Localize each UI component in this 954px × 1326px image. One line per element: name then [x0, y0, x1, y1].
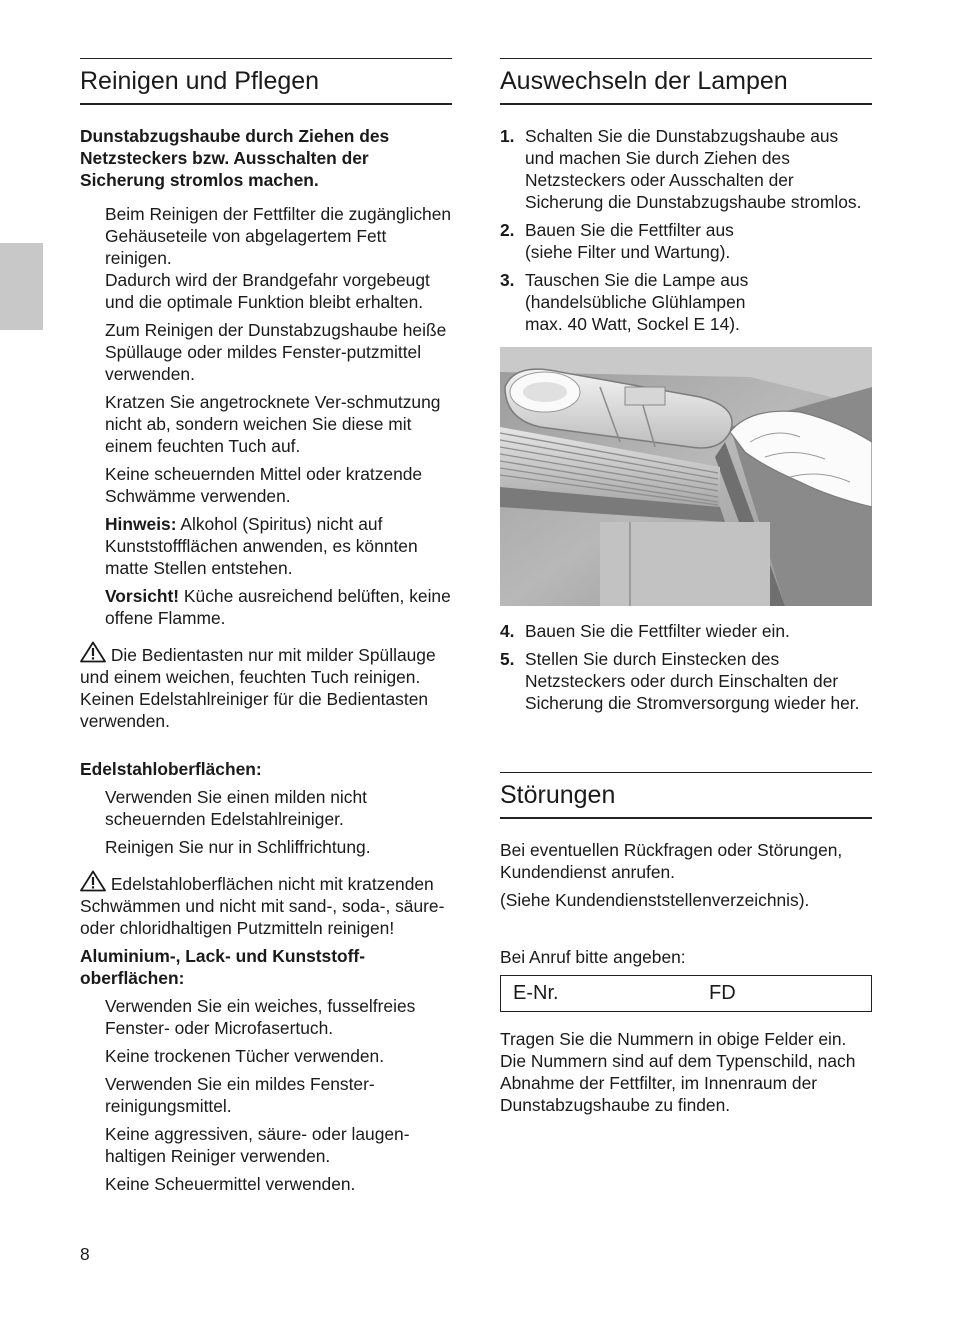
- left-column: [80, 58, 452, 1195]
- step-text: Bauen Sie die Fettfilter wieder ein.: [525, 621, 790, 641]
- right-column: [500, 58, 872, 1116]
- paragraph-typenschild: Tragen Sie die Nummern in obige Felder ein. Die Nummern sind auf dem Typenschild, nach Abnahme der Fettfilter, im Innenraum der Dunstabzugshaube zu finden.: [500, 1029, 856, 1115]
- section-tab-marker: [0, 243, 43, 330]
- warning-edelstahl-text: Edelstahloberflächen nicht mit kratzenden Schwämmen und nicht mit sand-, soda-, säure- oder chloridhaltigen Putzmitteln reinigen!: [80, 874, 445, 938]
- paragraph-trockene-tuecher: Keine trockenen Tücher verwenden.: [105, 1046, 385, 1066]
- heading-edelstahl: Edelstahloberflächen:: [80, 759, 262, 779]
- step-number: 4.: [500, 621, 515, 641]
- step-number: 5.: [500, 649, 515, 669]
- step-item: [500, 620, 872, 642]
- step-item: [500, 648, 872, 714]
- paragraph-schliffrichtung: Reinigen Sie nur in Schliffrichtung.: [105, 837, 371, 857]
- paragraph-edelstahl-reiniger: Verwenden Sie einen milden nicht scheuernden Edelstahlreiniger.: [105, 787, 367, 829]
- step-number: 1.: [500, 126, 515, 146]
- heading-aluminium: Aluminium-, Lack- und Kunststoff- oberflächen:: [80, 946, 365, 988]
- warning-bedientasten-text: Die Bedientasten nur mit milder Spüllauge und einem weichen, feuchten Tuch reinigen. Keinen Edelstahlreiniger für die Bedientasten verwenden.: [80, 645, 436, 731]
- paragraph-fettfilter: Beim Reinigen der Fettfilter die zugänglichen Gehäuseteile von abgelagertem Fett reinigen. Dadurch wird der Brandgefahr vorgebeugt und die optimale Funktion bleibt erhalten.: [105, 204, 452, 312]
- intro-bold: Dunstabzugshaube durch Ziehen des Netzsteckers bzw. Ausschalten der Sicherung stromlos machen.: [80, 126, 390, 190]
- step-text: Schalten Sie die Dunstabzugshaube aus und machen Sie durch Ziehen des Netzsteckers oder Ausschalten der Sicherung die Dunstabzugshaube stromlos.: [525, 126, 862, 212]
- paragraph-fensterreinigungsmittel: Verwenden Sie ein mildes Fenster-reinigungsmittel.: [105, 1074, 375, 1116]
- steps-before-list: [500, 125, 872, 335]
- enr-fd-box: [500, 975, 872, 1012]
- warning-triangle-icon: [80, 870, 106, 892]
- vorsicht-text: Küche ausreichend belüften, keine offene Flamme.: [105, 586, 451, 628]
- paragraph-scheuermittel: Keine Scheuermittel verwenden.: [105, 1174, 356, 1194]
- paragraph-scheuernd: Keine scheuernden Mittel oder kratzende Schwämme verwenden.: [105, 464, 423, 506]
- heading-reinigen: Reinigen und Pflegen: [80, 58, 452, 105]
- paragraph-kratzen: Kratzen Sie angetrocknete Ver-schmutzung nicht ab, sondern weichen Sie diese mit einem feuchten Tuch auf.: [105, 392, 441, 456]
- steps-after-list: [500, 620, 872, 714]
- paragraph-anruf: Bei Anruf bitte angeben:: [500, 947, 686, 967]
- heading-lampen: Auswechseln der Lampen: [500, 58, 872, 105]
- paragraph-spuellauge: Zum Reinigen der Dunstabzugshaube heiße Spüllauge oder mildes Fenster-putzmittel verwenden.: [105, 320, 447, 384]
- paragraph-aggressive-reiniger: Keine aggressiven, säure- oder laugen-haltigen Reiniger verwenden.: [105, 1124, 410, 1166]
- fd-label: FD: [709, 982, 736, 1004]
- paragraph-microfasertuch: Verwenden Sie ein weiches, fusselfreies Fenster- oder Microfasertuch.: [105, 996, 416, 1038]
- warning-triangle-icon: [80, 641, 106, 663]
- page-number: 8: [80, 1244, 90, 1264]
- warning-edelstahl: [80, 870, 452, 939]
- lamp-replacement-photo: [500, 347, 872, 606]
- hinweis-text: Alkohol (Spiritus) nicht auf Kunststoffflächen anwenden, es könnten matte Stellen entstehen.: [105, 514, 418, 578]
- hinweis-label: Hinweis:: [105, 514, 177, 534]
- heading-stoerungen: Störungen: [500, 772, 872, 819]
- step-text: Bauen Sie die Fettfilter aus (siehe Filter und Wartung).: [525, 220, 734, 262]
- vorsicht-label: Vorsicht!: [105, 586, 180, 606]
- step-item: [500, 125, 872, 213]
- step-number: 3.: [500, 270, 515, 290]
- step-text: Stellen Sie durch Einstecken des Netzsteckers oder durch Einschalten der Sicherung die Stromversorgung wieder her.: [525, 649, 860, 713]
- step-item: [500, 269, 872, 335]
- paragraph-rueckfragen: Bei eventuellen Rückfragen oder Störungen, Kundendienst anrufen.: [500, 840, 843, 882]
- warning-bedientasten: [80, 641, 452, 732]
- paragraph-vorsicht: [80, 585, 452, 629]
- paragraph-hinweis: [80, 513, 452, 579]
- enr-label: E-Nr.: [513, 982, 559, 1004]
- step-text: Tauschen Sie die Lampe aus (handelsübliche Glühlampen max. 40 Watt, Sockel E 14).: [525, 270, 749, 334]
- step-item: [500, 219, 872, 263]
- step-number: 2.: [500, 220, 515, 240]
- paragraph-verzeichnis: (Siehe Kundendienststellenverzeichnis).: [500, 890, 810, 910]
